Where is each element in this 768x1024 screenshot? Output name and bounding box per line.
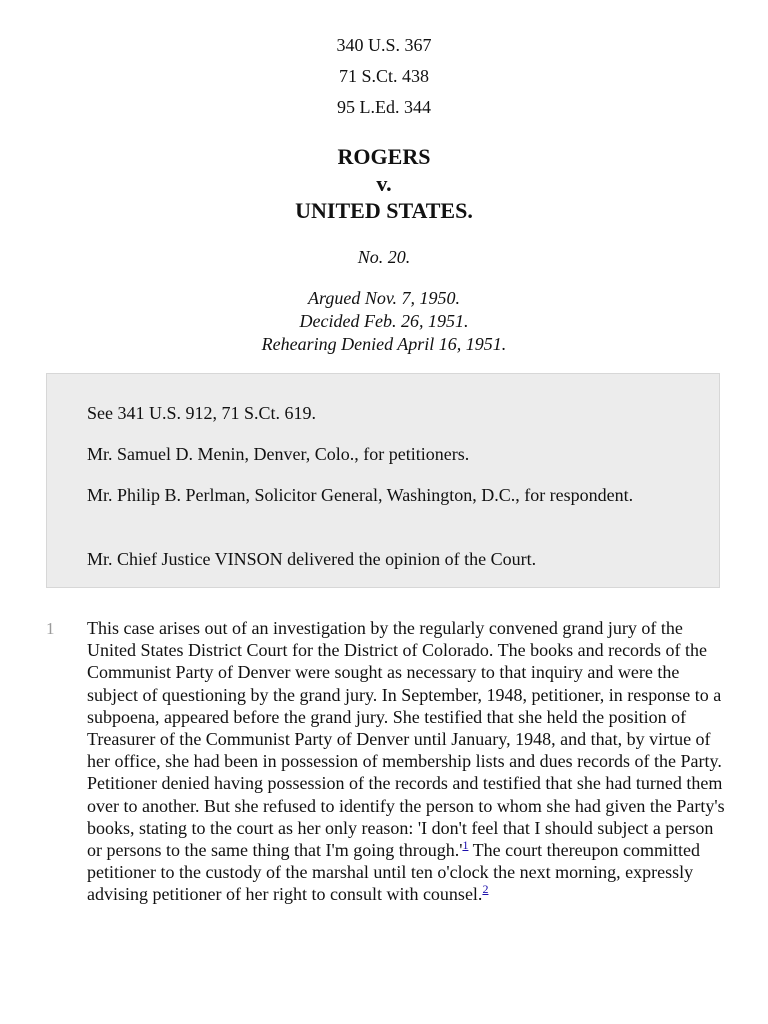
case-title [0, 143, 768, 224]
docket-number: No. 20. [357, 247, 411, 267]
supreme-court-reporter-citation: 71 S.Ct. 438 [338, 66, 430, 86]
footnote-link-1[interactable]: 1 [462, 838, 469, 853]
opinion-paragraph [87, 617, 727, 906]
lawyers-edition-citation: 95 L.Ed. 344 [337, 97, 431, 117]
argued-date: Argued Nov. 7, 1950. [308, 288, 460, 308]
citation-block [0, 34, 768, 127]
syllabus-box [46, 373, 720, 588]
us-reports-citation: 340 U.S. 367 [336, 35, 432, 55]
footnote-link-2[interactable]: 2 [482, 882, 489, 897]
paragraph-number: 1 [46, 619, 55, 638]
paragraph-text-part-1: This case arises out of an investigation by the regularly convened grand jury of the United States District Court for the District of Colorado. The books and records of the Communist Party of Denver were sought as necessary to that inquiry and were the subject of questioning by the grand jury. In September, 1948, petitioner, in response to a subpoena, appeared before the grand jury. She testified that she held the position of Treasurer of the Communist Party of Denver until January, 1948, and that, by virtue of her office, she had been in possession of membership lists and dues records of the Party. Petitioner denied having possession of the records and testified that she had turned them over to another. But she refused to identify the person to whom she had given the Party's books, stating to the court as her only reason: 'I don't feel that I should subject a person or persons to the same thing that I'm going through.' [87, 618, 725, 861]
case-dates [0, 287, 768, 356]
decided-date: Decided Feb. 26, 1951. [299, 311, 469, 331]
respondent-name: UNITED STATES. [295, 198, 473, 223]
respondent-counsel: Mr. Philip B. Perlman, Solicitor General, Washington, D.C., for respondent. [87, 485, 634, 505]
see-also-citation: See 341 U.S. 912, 71 S.Ct. 619. [87, 403, 317, 423]
petitioner-counsel: Mr. Samuel D. Menin, Denver, Colo., for petitioners. [87, 444, 470, 464]
rehearing-date: Rehearing Denied April 16, 1951. [261, 334, 507, 354]
versus-label: v. [376, 171, 392, 196]
paragraph-text-part-2: The court thereupon committed petitioner to the custody of the marshal until ten o'clock the next morning, expressly advising petitioner of her right to consult with counsel. [87, 840, 701, 905]
petitioner-name: ROGERS [337, 144, 431, 169]
opinion-author: Mr. Chief Justice VINSON delivered the opinion of the Court. [87, 549, 537, 569]
